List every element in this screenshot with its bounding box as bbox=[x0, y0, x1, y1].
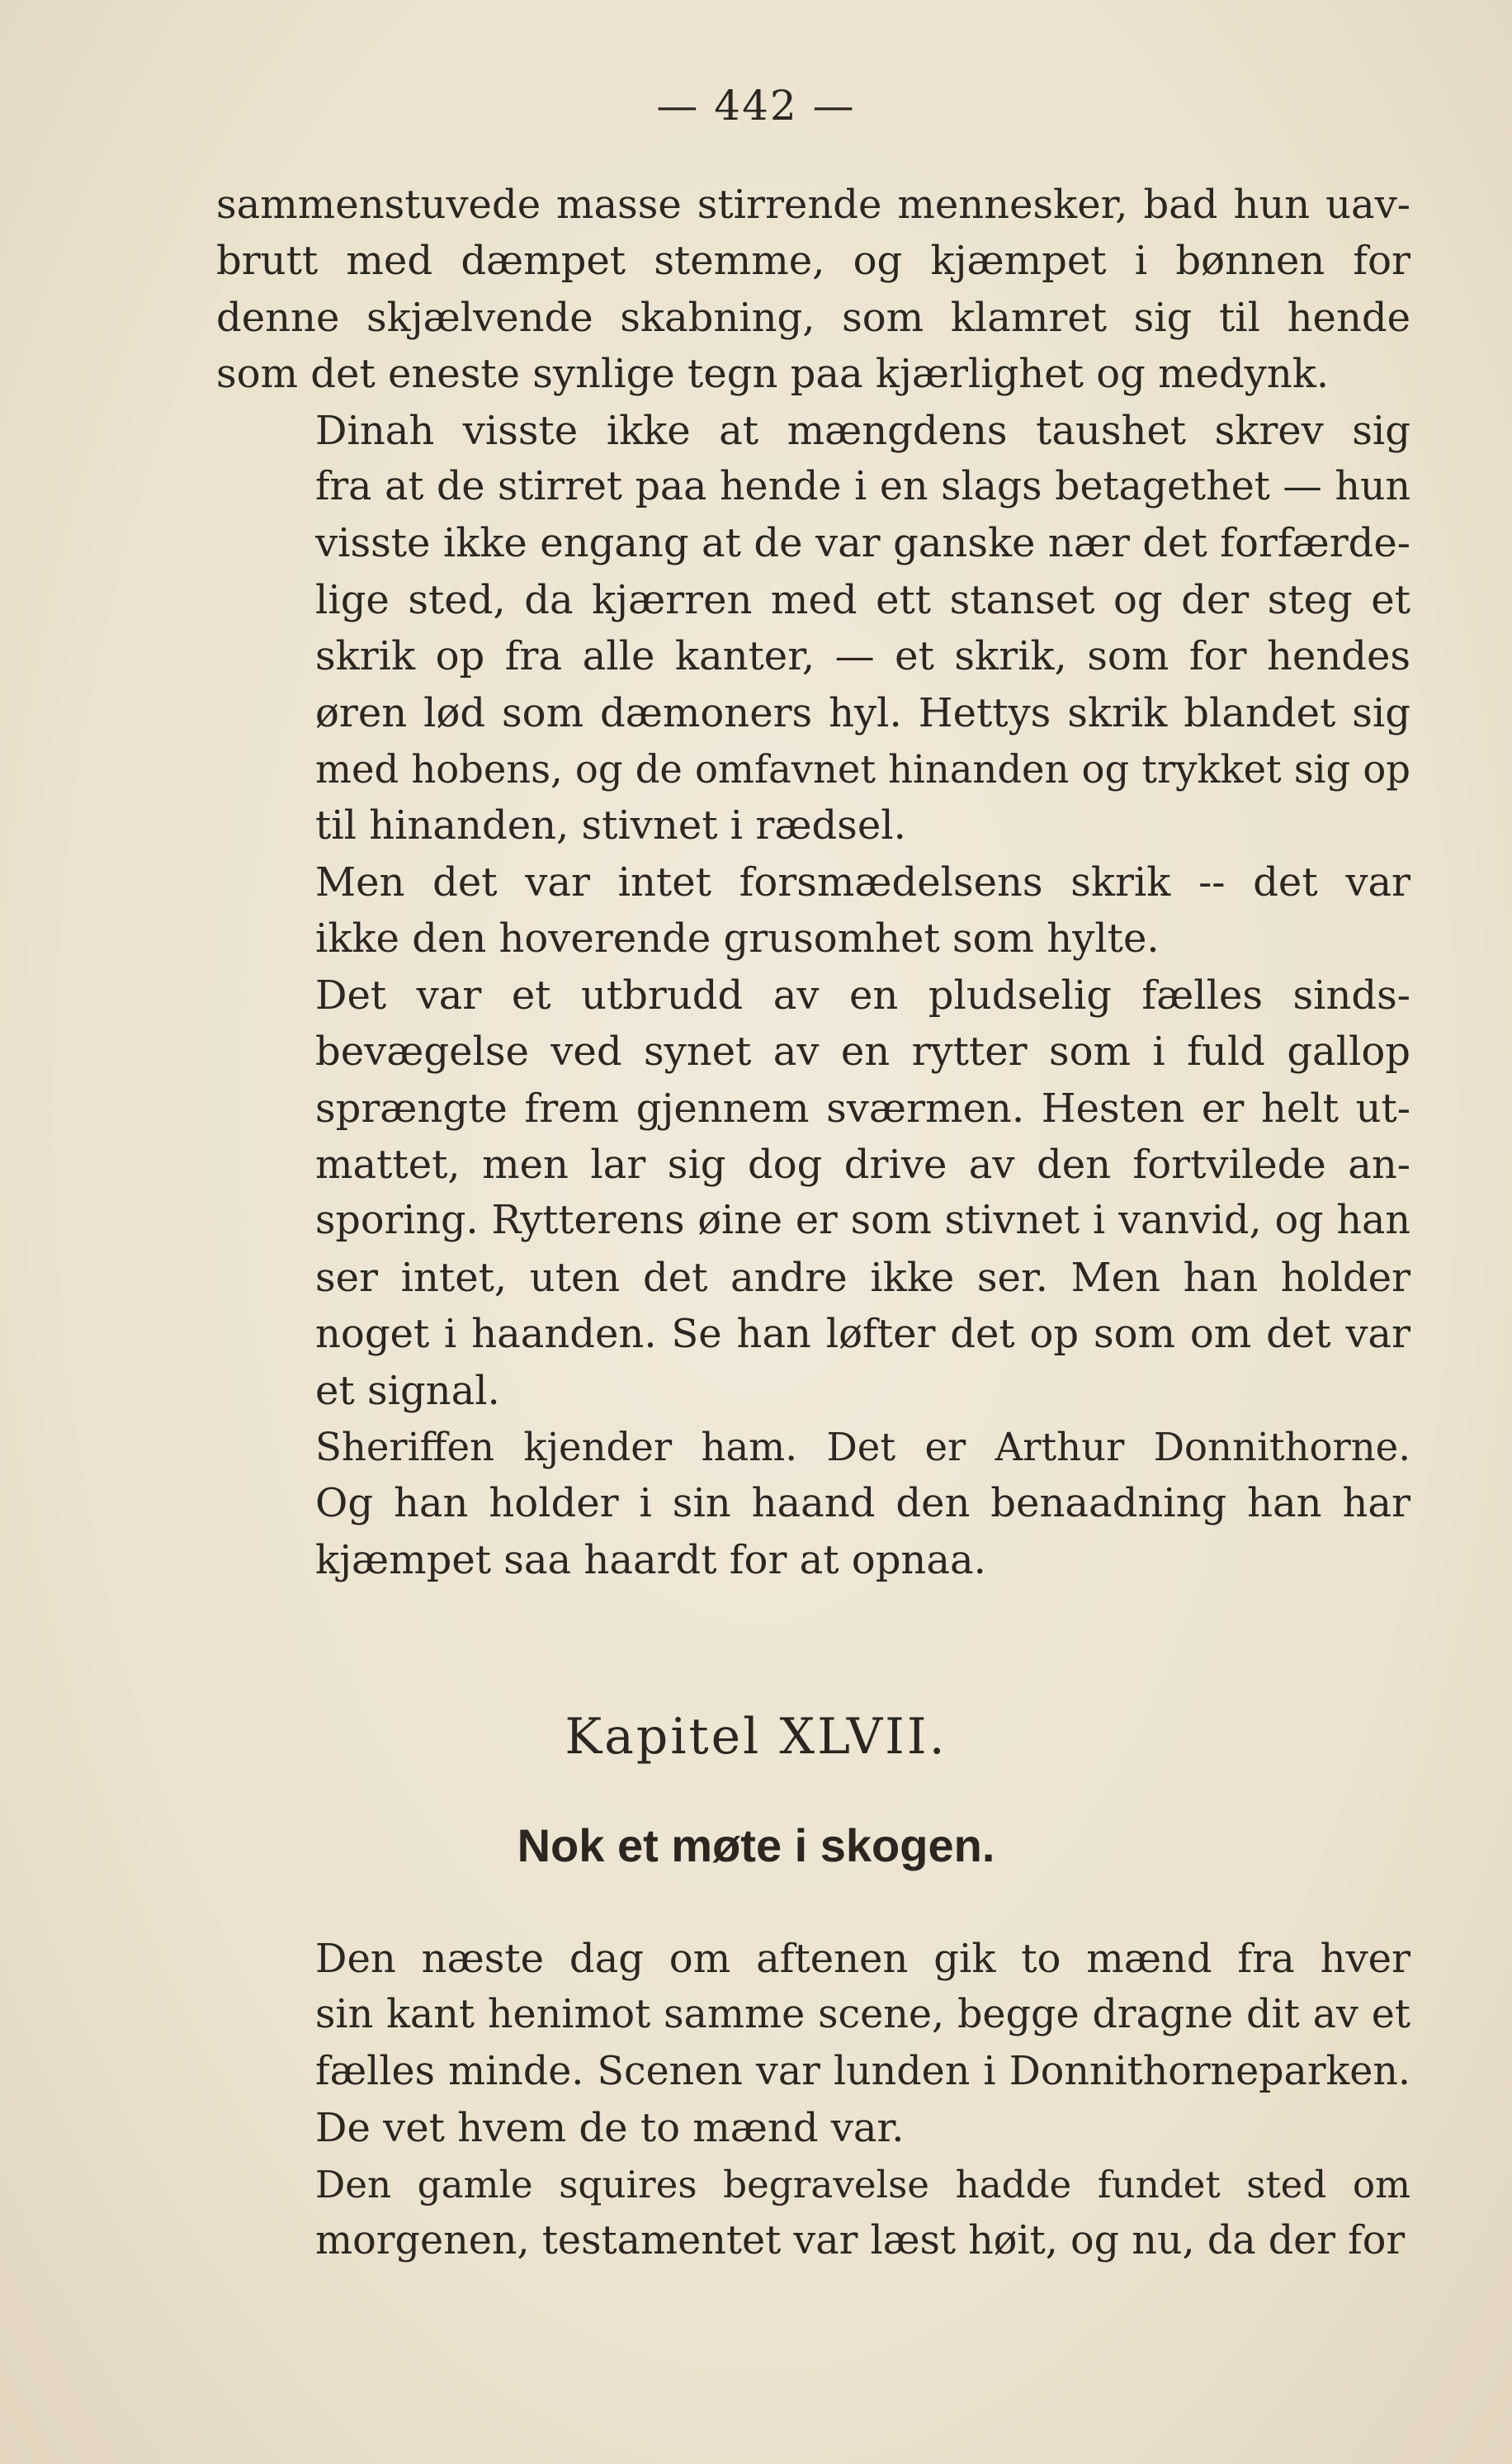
body-text-section-two bbox=[216, 1931, 1410, 2269]
text-line: til hinanden, stivnet i rædsel. bbox=[315, 802, 906, 849]
chapter-title: Kapitel XLVII. bbox=[565, 1708, 947, 1766]
text-line: fælles minde. Scenen var lunden i Donnithorneparken. bbox=[315, 2048, 1410, 2094]
text-line: med hobens, og de omfavnet hinanden og trykket sig op bbox=[315, 747, 1410, 792]
text-line: brutt med dæmpet stemme, og kjæmpet i bønnen for bbox=[216, 238, 1410, 285]
text-line: sprængte frem gjennem sværmen. Hesten er helt ut- bbox=[315, 1085, 1410, 1132]
text-line: Den næste dag om aftenen gik to mænd fra hver bbox=[315, 1936, 1410, 1982]
page-number: — 442 — bbox=[656, 82, 856, 130]
text-line: skrik op fra alle kanter, — et skrik, som for hendes bbox=[315, 633, 1410, 680]
text-line: sammenstuvede masse stirrende mennesker, bad hun uav- bbox=[216, 182, 1410, 228]
text-line: sporing. Rytterens øine er som stivnet i vanvid, og han bbox=[315, 1198, 1410, 1244]
paragraph bbox=[216, 854, 1410, 967]
text-line: kjæmpet saa haardt for at opnaa. bbox=[315, 1536, 986, 1583]
paragraph bbox=[216, 967, 1410, 1419]
paragraph bbox=[216, 1419, 1410, 1588]
text-line: mattet, men lar sig dog drive av den fortvilede an- bbox=[315, 1141, 1410, 1188]
body-text-section-one bbox=[216, 177, 1410, 1588]
text-line: bevægelse ved synet av en rytter som i fuld gallop bbox=[315, 1029, 1410, 1076]
text-line: Den gamle squires begravelse hadde fundet sted om bbox=[315, 2162, 1410, 2206]
text-line: noget i haanden. Se han løfter det op som om det var bbox=[315, 1311, 1410, 1358]
paragraph bbox=[216, 403, 1410, 854]
chapter-subtitle: Nok et møte i skogen. bbox=[517, 1819, 995, 1871]
text-line: Det var et utbrudd av en pludselig fælles sinds- bbox=[315, 972, 1410, 1019]
text-line: ikke den hoverende grusomhet som hylte. bbox=[315, 915, 1160, 962]
text-line: sin kant henimot samme scene, begge dragne dit av et bbox=[315, 1992, 1410, 2038]
text-line: øren lød som dæmoners hyl. Hettys skrik blandet sig bbox=[315, 689, 1410, 736]
text-line: fra at de stirret paa hende i en slags betagethet — hun bbox=[315, 464, 1410, 510]
text-line: Dinah visste ikke at mængdens taushet skrev sig bbox=[315, 407, 1410, 454]
text-line: lige sted, da kjærren med ett stanset og der steg et bbox=[315, 576, 1410, 623]
text-line: Og han holder i sin haand den benaadning han har bbox=[315, 1480, 1410, 1527]
text-line: Sheriffen kjender ham. Det er Arthur Donnithorne. bbox=[315, 1424, 1410, 1469]
text-line: visste ikke engang at de var ganske nær det forfærde- bbox=[315, 520, 1410, 567]
text-line: De vet hvem de to mænd var. bbox=[315, 2105, 905, 2152]
text-line: et signal. bbox=[315, 1367, 500, 1414]
paragraph bbox=[216, 2157, 1410, 2270]
text-line: Men det var intet forsmædelsens skrik -- det var bbox=[315, 858, 1410, 906]
paragraph bbox=[216, 1931, 1410, 2157]
text-line: ser intet, uten det andre ikke ser. Men han holder bbox=[315, 1254, 1410, 1301]
text-line: morgenen, testamentet var læst høit, og nu, da der for bbox=[315, 2218, 1406, 2264]
text-line: som det eneste synlige tegn paa kjærlighet og medynk. bbox=[216, 351, 1330, 398]
paragraph bbox=[216, 177, 1410, 403]
text-line: denne skjælvende skabning, som klamret sig til hende bbox=[216, 294, 1410, 341]
